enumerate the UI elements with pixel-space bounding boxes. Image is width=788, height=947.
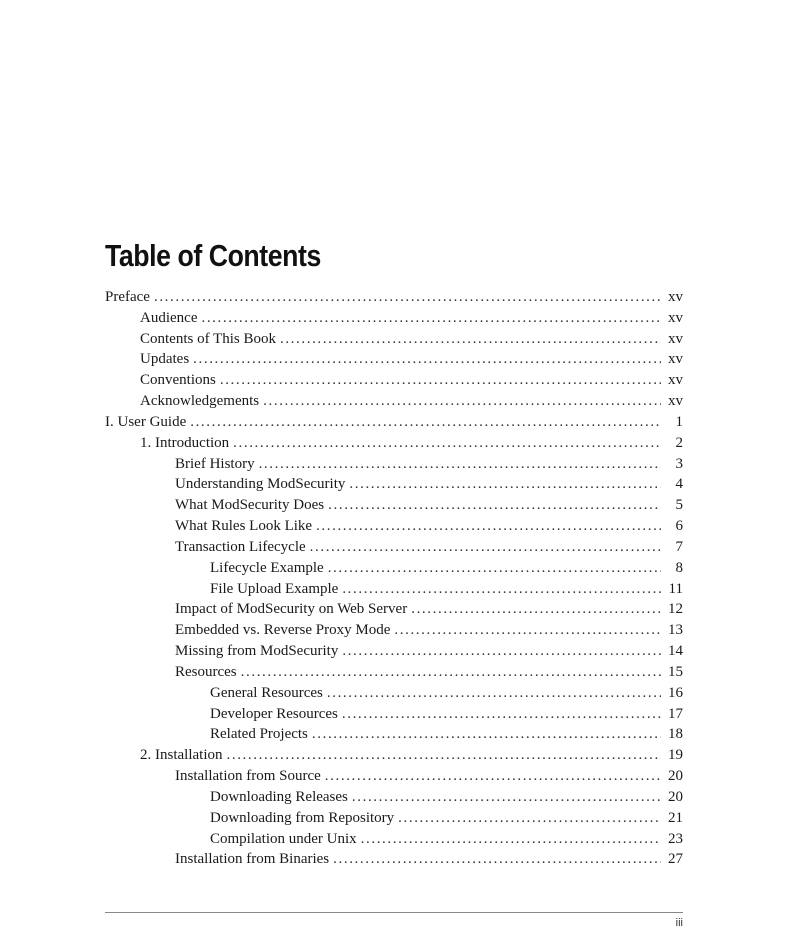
toc-entry-label: Conventions <box>140 370 220 391</box>
toc-entry-downloading-releases[interactable] <box>105 787 683 808</box>
toc-entry-page: 27 <box>668 851 683 868</box>
toc-entry-page: 4 <box>675 476 683 493</box>
toc-entry-page: xv <box>668 393 683 410</box>
toc-entry-introduction[interactable] <box>105 433 683 454</box>
toc-entry-page: 1 <box>675 413 683 430</box>
toc-entry-developer-resources[interactable] <box>105 704 683 725</box>
dot-leader <box>352 787 661 808</box>
toc-entry-label: Updates <box>140 349 193 370</box>
toc-entry-page: 19 <box>668 747 683 764</box>
dot-leader <box>394 620 661 641</box>
toc-entry-page: 16 <box>668 684 683 701</box>
toc-entry-label: Developer Resources <box>210 704 342 725</box>
toc-entry-resources[interactable] <box>105 662 683 683</box>
footer-page-number: iii <box>675 917 683 929</box>
dot-leader <box>263 391 661 412</box>
toc-entry-page: xv <box>668 289 683 305</box>
dot-leader <box>201 308 661 329</box>
toc-entry-label: 1. Introduction <box>140 433 233 454</box>
toc-entry-page: xv <box>668 372 683 389</box>
toc-entry-label: Missing from ModSecurity <box>175 641 342 662</box>
toc-entry-label: Installation from Binaries <box>175 849 333 870</box>
toc-entry-what-modsecurity-does[interactable] <box>105 495 683 516</box>
toc-entry-page: 18 <box>668 726 683 743</box>
toc-entry-updates[interactable] <box>105 349 683 370</box>
dot-leader <box>193 349 661 370</box>
toc-entry-label: What ModSecurity Does <box>175 495 328 516</box>
toc-entry-label: Downloading from Repository <box>210 808 398 829</box>
toc-entry-page: 2 <box>675 434 683 451</box>
toc-entry-installation-from-binaries[interactable] <box>105 849 683 870</box>
toc-title: Table of Contents <box>105 238 321 273</box>
toc-entry-impact-on-web-server[interactable] <box>105 599 683 620</box>
toc-entry-page: 6 <box>675 518 683 535</box>
toc-entry-page: 5 <box>675 497 683 514</box>
dot-leader <box>342 704 661 725</box>
toc-entry-page: 21 <box>668 809 683 826</box>
dot-leader <box>227 745 662 766</box>
dot-leader <box>327 683 661 704</box>
toc-entry-label: Acknowledgements <box>140 391 263 412</box>
dot-leader <box>220 370 661 391</box>
toc-list <box>105 287 683 870</box>
toc-entry-page: 14 <box>668 643 683 660</box>
dot-leader <box>328 558 661 579</box>
toc-entry-label: Related Projects <box>210 724 312 745</box>
dot-leader <box>349 474 661 495</box>
toc-entry-conventions[interactable] <box>105 370 683 391</box>
toc-entry-what-rules-look-like[interactable] <box>105 516 683 537</box>
toc-entry-related-projects[interactable] <box>105 724 683 745</box>
toc-entry-page: 23 <box>668 830 683 847</box>
toc-entry-label: Compilation under Unix <box>210 829 361 850</box>
toc-entry-label: What Rules Look Like <box>175 516 316 537</box>
dot-leader <box>325 766 661 787</box>
dot-leader <box>328 495 661 516</box>
toc-entry-missing-from-modsecurity[interactable] <box>105 641 683 662</box>
dot-leader <box>233 433 661 454</box>
toc-entry-page: 11 <box>668 580 683 597</box>
toc-entry-label: Installation from Source <box>175 766 325 787</box>
dot-leader <box>190 412 661 433</box>
dot-leader <box>342 579 661 600</box>
toc-entry-page: 13 <box>668 622 683 639</box>
toc-entry-page: 3 <box>675 455 683 472</box>
toc-entry-label: Audience <box>140 308 201 329</box>
dot-leader <box>342 641 661 662</box>
dot-leader <box>312 724 661 745</box>
toc-entry-embedded-vs-reverse-proxy[interactable] <box>105 620 683 641</box>
toc-entry-label: I. User Guide <box>105 412 190 433</box>
dot-leader <box>316 516 661 537</box>
toc-entry-page: 8 <box>675 559 683 576</box>
toc-entry-label: Resources <box>175 662 241 683</box>
toc-entry-downloading-from-repository[interactable] <box>105 808 683 829</box>
toc-entry-label: Contents of This Book <box>140 329 280 350</box>
toc-entry-page: xv <box>668 309 683 326</box>
toc-entry-installation[interactable] <box>105 745 683 766</box>
toc-entry-label: Brief History <box>175 454 259 475</box>
toc-entry-page: 17 <box>668 705 683 722</box>
toc-entry-label: Embedded vs. Reverse Proxy Mode <box>175 620 394 641</box>
toc-entry-label: Transaction Lifecycle <box>175 537 310 558</box>
toc-entry-general-resources[interactable] <box>105 683 683 704</box>
dot-leader <box>280 329 661 350</box>
toc-entry-label: Understanding ModSecurity <box>175 474 349 495</box>
toc-entry-installation-from-source[interactable] <box>105 766 683 787</box>
dot-leader <box>333 849 661 870</box>
toc-entry-lifecycle-example[interactable] <box>105 558 683 579</box>
toc-entry-label: Impact of ModSecurity on Web Server <box>175 599 411 620</box>
toc-entry-understanding-modsecurity[interactable] <box>105 474 683 495</box>
toc-entry-page: 12 <box>668 601 683 618</box>
toc-entry-preface[interactable] <box>105 287 683 308</box>
toc-entry-compilation-under-unix[interactable] <box>105 829 683 850</box>
toc-entry-label: Lifecycle Example <box>210 558 328 579</box>
dot-leader <box>398 808 661 829</box>
toc-entry-page: 7 <box>675 538 683 555</box>
toc-entry-acknowledgements[interactable] <box>105 391 683 412</box>
toc-entry-file-upload-example[interactable] <box>105 579 683 600</box>
dot-leader <box>411 599 661 620</box>
toc-entry-user-guide[interactable] <box>105 412 683 433</box>
dot-leader <box>361 829 661 850</box>
dot-leader <box>154 287 661 308</box>
dot-leader <box>241 662 661 683</box>
dot-leader <box>259 454 661 475</box>
footer-divider <box>105 912 683 913</box>
toc-entry-label: Downloading Releases <box>210 787 352 808</box>
toc-entry-page: xv <box>668 351 683 368</box>
toc-entry-audience[interactable] <box>105 308 683 329</box>
toc-entry-page: xv <box>668 330 683 347</box>
dot-leader <box>310 537 661 558</box>
toc-entry-page: 20 <box>668 788 683 805</box>
toc-entry-label: File Upload Example <box>210 579 342 600</box>
toc-entry-label: 2. Installation <box>140 745 227 766</box>
toc-entry-brief-history[interactable] <box>105 454 683 475</box>
toc-entry-page: 20 <box>668 768 683 785</box>
toc-entry-label: Preface <box>105 287 154 308</box>
toc-entry-transaction-lifecycle[interactable] <box>105 537 683 558</box>
toc-entry-label: General Resources <box>210 683 327 704</box>
toc-entry-page: 15 <box>668 663 683 680</box>
toc-entry-contents-of-this-book[interactable] <box>105 329 683 350</box>
